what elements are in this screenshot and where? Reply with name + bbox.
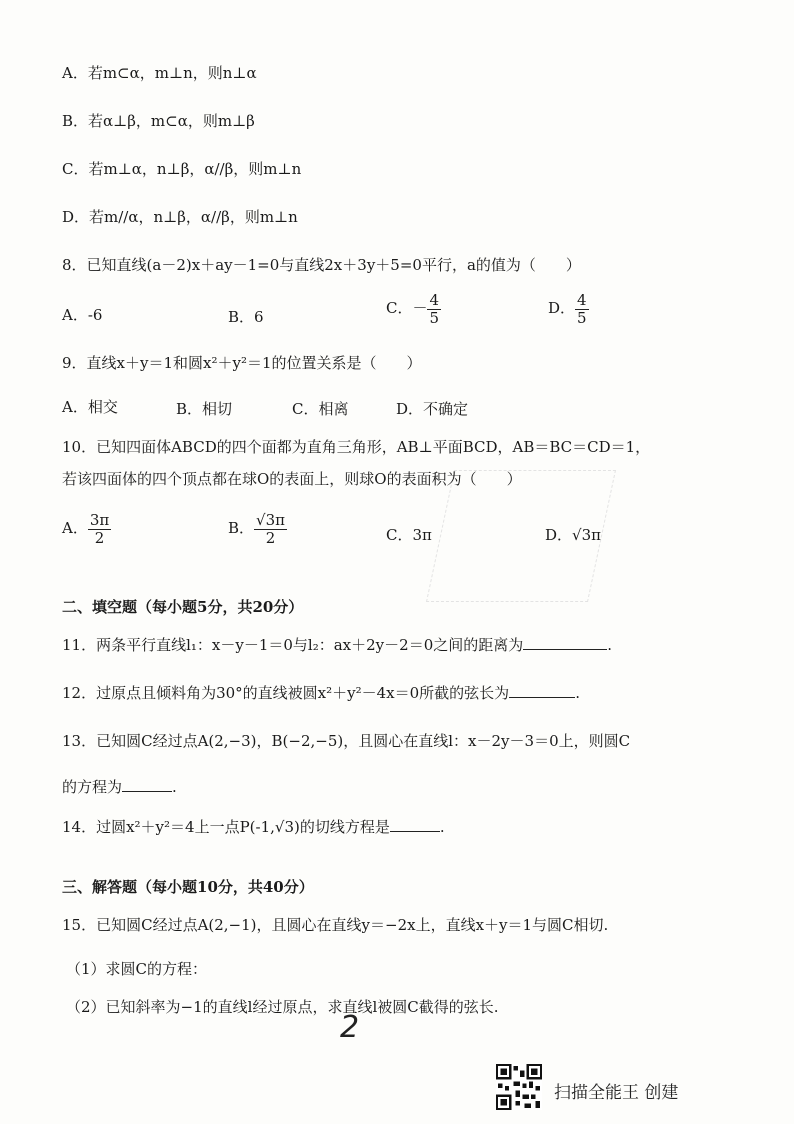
q10-option-b-fraction bbox=[254, 512, 287, 546]
q7-option-b: B．若α⊥β，m⊂α，则m⊥β bbox=[62, 112, 255, 130]
q10-option-c: C．3π bbox=[386, 526, 432, 544]
section2-title: 二、填空题（每小题5分，共20分） bbox=[62, 598, 304, 616]
q10-option-a-fraction bbox=[88, 512, 111, 546]
q10-b-denominator: 2 bbox=[265, 528, 276, 547]
q10-a-numerator: 3π bbox=[89, 511, 110, 529]
q15-stem: 15．已知圆C经过点A(2,−1)，且圆心在直线y＝−2x上，直线x＋y＝1与圆C相切. bbox=[62, 916, 609, 934]
q8-option-d-fraction bbox=[575, 292, 589, 326]
q8-option-c-label: C．－ bbox=[386, 299, 428, 317]
q8-stem: 8．已知直线(a－2)x＋ay－1=0与直线2x＋3y＋5=0平行，a的值为（ ） bbox=[62, 256, 581, 274]
q13-end: . bbox=[172, 778, 177, 796]
page-number: 2 bbox=[340, 1010, 360, 1045]
q9-option-d: D．不确定 bbox=[396, 400, 469, 418]
q13-answer-blank bbox=[122, 779, 172, 792]
q12 bbox=[62, 682, 580, 703]
q13-line1: 13．已知圆C经过点A(2,−3)，B(−2,−5)，且圆心在直线l：x－2y－3＝0上，则圆C bbox=[62, 732, 631, 750]
q7-option-a: A．若m⊂α，m⊥n，则n⊥α bbox=[62, 64, 257, 82]
q9-option-c: C．相离 bbox=[292, 400, 349, 418]
q14-text: 14．过圆x²＋y²＝4上一点P(-1,√3)的切线方程是 bbox=[62, 818, 390, 836]
q11 bbox=[62, 634, 612, 655]
q8-option-a: A．-6 bbox=[62, 306, 103, 324]
q14-answer-blank bbox=[390, 819, 440, 832]
q15-part1: （1）求圆C的方程： bbox=[66, 960, 208, 978]
q8-d-numerator: 4 bbox=[577, 291, 587, 309]
q13-line2 bbox=[62, 776, 177, 797]
q8-d-denominator: 5 bbox=[577, 308, 587, 327]
q10-option-a bbox=[62, 512, 111, 546]
q10-stem-line1: 10．已知四面体ABCD的四个面都为直角三角形，AB⊥平面BCD，AB＝BC＝CD＝1， bbox=[62, 438, 651, 456]
q10-option-b-label: B． bbox=[228, 519, 255, 537]
q12-text: 12．过原点且倾料角为30°的直线被圆x²＋y²－4x＝0所截的弦长为 bbox=[62, 684, 510, 702]
q15-part2: （2）已知斜率为−1的直线l经过原点，求直线l被圆C截得的弦长. bbox=[66, 998, 499, 1016]
qr-code-icon bbox=[496, 1064, 542, 1110]
q8-option-c-fraction bbox=[427, 292, 441, 326]
q14-end: . bbox=[439, 818, 445, 836]
q7-option-c: C．若m⊥α，n⊥β，α//β，则m⊥n bbox=[62, 160, 302, 178]
q10-option-a-label: A． bbox=[62, 519, 88, 537]
scanner-watermark: 扫描全能王 创建 bbox=[554, 1083, 679, 1103]
q11-answer-blank bbox=[523, 637, 607, 650]
q14 bbox=[62, 816, 445, 837]
q9-option-a: A．相交 bbox=[62, 398, 118, 416]
bleed-through-text bbox=[350, 64, 623, 83]
q7-option-d: D．若m//α，n⊥β，α//β，则m⊥n bbox=[62, 208, 298, 226]
q8-option-b: B．6 bbox=[228, 308, 264, 326]
q10-a-denominator: 2 bbox=[94, 528, 105, 547]
q9-stem: 9．直线x＋y＝1和圆x²＋y²＝1的位置关系是（ ） bbox=[62, 354, 422, 372]
q8-option-d-label: D． bbox=[548, 299, 576, 317]
q8-option-d bbox=[548, 292, 589, 326]
q8-c-denominator: 5 bbox=[429, 308, 440, 327]
q13-text2: 的方程为 bbox=[62, 778, 123, 796]
section3-title: 三、解答题（每小题10分，共40分） bbox=[62, 878, 314, 896]
q10-option-b bbox=[228, 512, 287, 546]
q10-b-numerator: √3π bbox=[256, 511, 285, 529]
q8-c-numerator: 4 bbox=[429, 291, 440, 309]
q11-text: 11．两条平行直线l₁：x－y－1＝0与l₂：ax＋2y－2＝0之间的距离为 bbox=[62, 636, 524, 654]
q12-end: . bbox=[575, 684, 580, 702]
q11-end: . bbox=[607, 636, 613, 654]
q10-stem-line2: 若该四面体的四个顶点都在球O的表面上，则球O的表面积为（ ） bbox=[62, 470, 522, 488]
q12-answer-blank bbox=[509, 685, 575, 698]
q9-option-b: B．相切 bbox=[176, 400, 233, 418]
q8-option-c bbox=[386, 292, 441, 326]
q10-option-d: D．√3π bbox=[545, 526, 601, 544]
